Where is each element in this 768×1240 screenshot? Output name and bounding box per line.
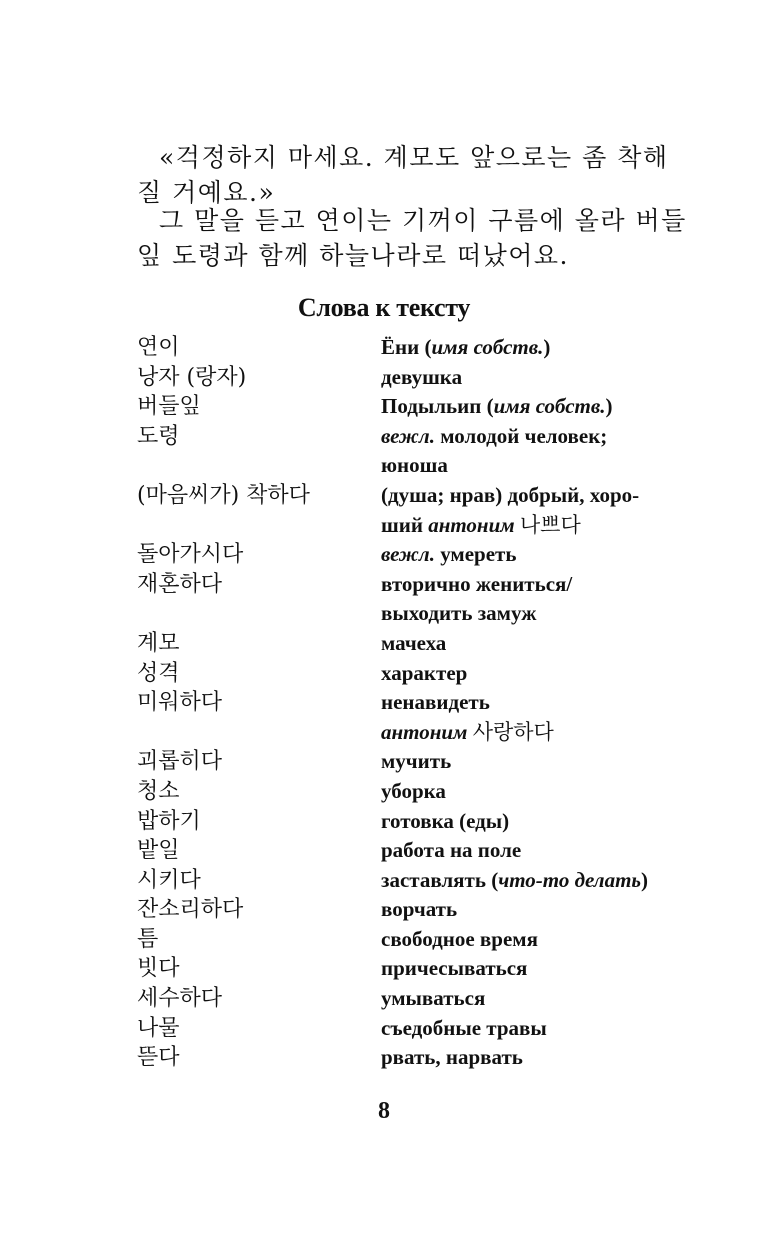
translation-line (381, 807, 707, 837)
translation-line (381, 895, 707, 925)
paragraph-line: 질 거예요.» (137, 178, 276, 207)
translation-italic-note: имя собств. (431, 335, 544, 359)
translation-text: работа на поле (381, 838, 522, 863)
vocab-entry (137, 629, 707, 659)
paragraph-line: 그 말을 듣고 연이는 기꺼이 구름에 올라 버들 (159, 206, 687, 235)
paragraph-line: «걱정하지 마세요. 계모도 앞으로는 좀 착해 (159, 143, 669, 172)
vocabulary-list (137, 333, 707, 1073)
translation-text: ший (381, 512, 429, 537)
translation-line (381, 392, 707, 422)
vocab-translation (381, 984, 707, 1014)
translation-text: заставлять ( (381, 867, 499, 892)
vocab-korean-word: 낭자 (랑자) (137, 364, 247, 390)
vocab-translation (381, 1014, 707, 1044)
section-title: Слова к тексту (297, 293, 471, 322)
vocab-translation (381, 1043, 707, 1073)
vocab-translation (381, 363, 707, 393)
vocab-translation (381, 333, 707, 363)
translation-text: ) (543, 335, 551, 359)
vocab-korean-word: 재혼하다 (137, 571, 223, 597)
translation-text: уборка (381, 778, 446, 803)
vocab-korean-word: 밥하기 (137, 808, 201, 834)
translation-line (381, 481, 707, 511)
vocab-entry (137, 363, 707, 393)
vocab-entry (137, 659, 707, 689)
translation-text: характер (381, 660, 468, 685)
vocab-translation (381, 570, 707, 629)
vocab-entry (137, 1043, 707, 1073)
translation-text: готовка (еды) (381, 808, 510, 833)
paragraph-line: 잎 도령과 함께 하늘나라로 떠났어요. (137, 241, 569, 270)
vocab-korean-word: 세수하다 (137, 986, 223, 1012)
vocab-entry (137, 570, 707, 629)
vocab-translation (381, 392, 707, 422)
vocab-entry (137, 1014, 707, 1044)
vocab-translation (381, 747, 707, 777)
translation-line (381, 511, 707, 541)
vocab-korean-word: 뜯다 (137, 1045, 180, 1071)
translation-line (381, 540, 707, 570)
vocab-korean-word: 도령 (137, 423, 180, 449)
translation-italic-note: вежл. (381, 423, 435, 448)
translation-text: ворчать (381, 897, 458, 922)
translation-text: ) (641, 867, 649, 892)
translation-text: вторично жениться/ (381, 571, 573, 596)
vocab-translation (381, 895, 707, 925)
translation-text: свободное время (381, 926, 538, 951)
translation-text: выходить замуж (381, 601, 537, 626)
vocab-korean-word: 빗다 (137, 956, 180, 982)
translation-line (381, 777, 707, 807)
translation-text: Подыльип ( (381, 394, 494, 419)
vocab-translation (381, 422, 707, 481)
vocab-translation (381, 925, 707, 955)
vocab-translation (381, 836, 707, 866)
vocab-korean-word: 괴롭히다 (137, 749, 223, 775)
translation-text: ) (605, 394, 613, 419)
vocab-entry (137, 422, 707, 481)
vocab-korean-word: 연이 (137, 335, 180, 360)
translation-text: молодой человек; (434, 423, 608, 448)
vocab-entry (137, 925, 707, 955)
translation-line (381, 984, 707, 1014)
vocab-korean-word: 돌아가시다 (137, 542, 244, 568)
translation-line (381, 659, 707, 689)
translation-italic-note: вежл. (381, 542, 435, 567)
translation-text: умываться (381, 986, 486, 1011)
translation-text: (душа; нрав) добрый, хоро- (381, 482, 640, 507)
vocab-entry (137, 866, 707, 896)
translation-line (381, 954, 707, 984)
translation-text: рвать, нарвать (381, 1045, 523, 1070)
vocab-korean-word: 나물 (137, 1015, 180, 1041)
vocab-korean-word: 계모 (137, 630, 180, 656)
translation-text: 나쁘다 (519, 512, 581, 537)
vocab-korean-word: (마음씨가) 착하다 (137, 482, 310, 508)
vocab-korean-word: 틈 (137, 926, 159, 952)
vocab-translation (381, 807, 707, 837)
translation-italic-note: имя собств. (493, 394, 606, 419)
vocab-entry (137, 392, 707, 422)
vocab-translation (381, 540, 707, 570)
translation-line (381, 363, 707, 393)
translation-line (381, 1043, 707, 1073)
vocab-entry (137, 540, 707, 570)
vocab-korean-word: 시키다 (137, 867, 201, 893)
vocab-entry (137, 333, 707, 363)
translation-text: ненавидеть (381, 690, 490, 715)
translation-line (381, 747, 707, 777)
vocab-translation (381, 629, 707, 659)
translation-text: 사랑하다 (472, 719, 554, 744)
vocab-entry (137, 747, 707, 777)
translation-line (381, 629, 707, 659)
vocab-korean-word: 잔소리하다 (137, 897, 244, 923)
translation-text: девушка (381, 364, 463, 389)
page-number: 8 (378, 1098, 390, 1124)
translation-line (381, 599, 707, 629)
vocab-translation (381, 866, 707, 896)
vocab-korean-word: 버들잎 (137, 394, 201, 420)
translation-line (381, 570, 707, 600)
vocab-translation (381, 481, 707, 540)
translation-italic-note: антоним (428, 512, 515, 537)
translation-text: юноша (381, 453, 448, 478)
translation-line (381, 422, 707, 452)
vocab-korean-word: 미워하다 (137, 690, 223, 716)
translation-line (381, 688, 707, 718)
translation-text: съедобные травы (381, 1015, 547, 1040)
vocab-entry (137, 688, 707, 747)
translation-italic-note: что-то делать (498, 867, 642, 892)
story-paragraph-2 (137, 203, 692, 273)
translation-line (381, 925, 707, 955)
vocab-entry (137, 954, 707, 984)
vocab-entry (137, 984, 707, 1014)
vocab-translation (381, 777, 707, 807)
story-paragraph-1 (137, 140, 692, 210)
vocab-korean-word: 청소 (137, 778, 180, 804)
vocab-korean-word: 성격 (137, 660, 180, 686)
translation-italic-note: антоним (381, 719, 468, 744)
translation-line (381, 1014, 707, 1044)
vocab-translation (381, 659, 707, 689)
translation-text: причесываться (381, 956, 528, 981)
translation-line (381, 718, 707, 748)
vocab-entry (137, 807, 707, 837)
vocab-translation (381, 954, 707, 984)
translation-line (381, 866, 707, 896)
translation-text: мачеха (381, 630, 447, 655)
translation-text: Ёни ( (381, 335, 432, 359)
vocab-entry (137, 777, 707, 807)
vocab-entry (137, 481, 707, 540)
translation-line (381, 836, 707, 866)
translation-text: мучить (381, 749, 452, 774)
vocab-entry (137, 836, 707, 866)
translation-text: умереть (434, 542, 517, 567)
translation-line (381, 451, 707, 481)
vocab-korean-word: 밭일 (137, 838, 180, 864)
translation-line (381, 333, 707, 363)
vocab-entry (137, 895, 707, 925)
vocab-translation (381, 688, 707, 747)
